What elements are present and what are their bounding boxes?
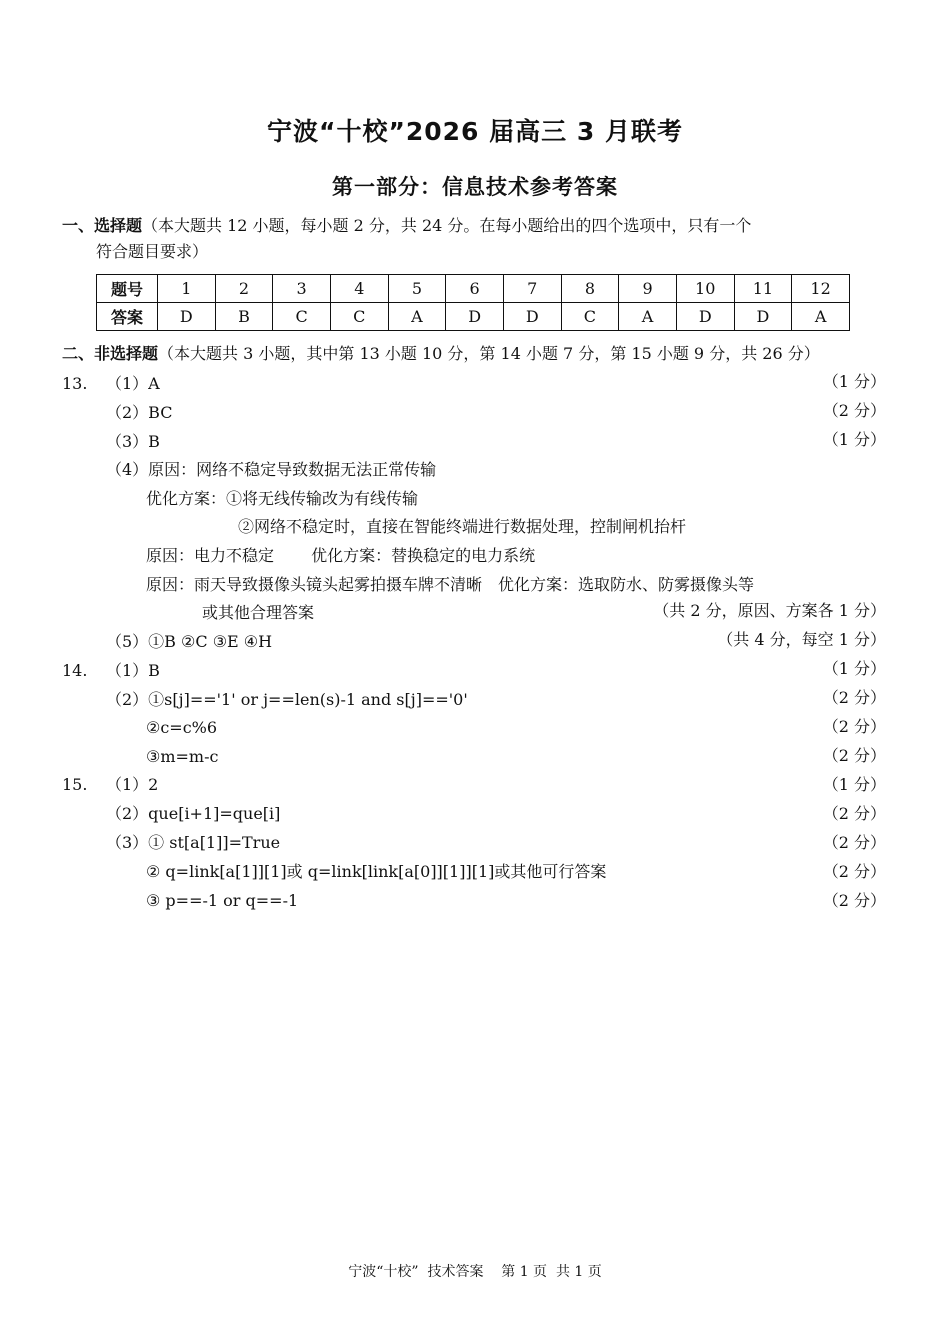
table-cell: 5 (388, 275, 446, 303)
q14-part2b-score: （2 分） (822, 717, 886, 736)
section1-description-cont: 符合题目要求） (96, 242, 209, 261)
table-cell: A (388, 303, 446, 331)
table-cell: 10 (676, 275, 734, 303)
table-row-answers (97, 303, 850, 331)
table-cell: C (561, 303, 619, 331)
document-title: 宁波“十校”2026 届高三 3 月联考 (267, 117, 683, 146)
section2-description: （本大题共 3 小题，其中第 13 小题 10 分，第 14 小题 7 分，第 15 小题 9 分，共 26 分） (158, 344, 820, 363)
q13-part4-plan1: 优化方案：①将无线传输改为有线传输 (146, 489, 419, 508)
table-cell: D (503, 303, 561, 331)
section1-heading (62, 213, 892, 265)
q15-part3b-score: （2 分） (822, 862, 886, 881)
q15-part2: （2）que[i+1]=que[i] (106, 804, 281, 823)
q15-part3c: ③ p==-1 or q==-1 (146, 891, 299, 910)
table-cell: 12 (792, 275, 850, 303)
question-15-number: 15. (62, 775, 88, 794)
page-footer: 宁波“十校” 技术答案 第 1 页 共 1 页 (348, 1264, 602, 1280)
table-cell: D (446, 303, 504, 331)
q15-part3a: （3）① st[a[1]]=True (106, 833, 281, 852)
q13-part4-score: （共 2 分，原因、方案各 1 分） (653, 601, 886, 620)
q14-part2c-score: （2 分） (822, 746, 886, 765)
table-cell: 2 (215, 275, 273, 303)
table-cell: D (676, 303, 734, 331)
table-cell: 4 (330, 275, 388, 303)
section2-heading (62, 341, 820, 367)
row-label-number: 题号 (97, 275, 158, 303)
q14-part2a-score: （2 分） (822, 688, 886, 707)
q15-part3c-score: （2 分） (822, 891, 886, 910)
table-cell: D (734, 303, 792, 331)
q13-part5: （5）①B ②C ③E ④H (106, 632, 273, 651)
q14-part1: （1）B (106, 661, 160, 680)
section1-description: （本大题共 12 小题，每小题 2 分，共 24 分。在每小题给出的四个选项中，只有一个 (142, 216, 752, 235)
q13-part4-alt3: 或其他合理答案 (202, 603, 315, 622)
table-cell: 6 (446, 275, 504, 303)
table-cell: A (792, 303, 850, 331)
table-cell: C (330, 303, 388, 331)
table-cell: D (158, 303, 216, 331)
table-cell: 7 (503, 275, 561, 303)
row-label-answer: 答案 (97, 303, 158, 331)
q13-part3: （3）B (106, 432, 160, 451)
q13-part4-alt2: 原因：雨天导致摄像头镜头起雾拍摄车牌不清晰 优化方案：选取防水、防雾摄像头等 (146, 575, 755, 594)
table-cell: A (619, 303, 677, 331)
choice-answer-table (96, 274, 850, 331)
q15-part3a-score: （2 分） (822, 833, 886, 852)
q13-part5-score: （共 4 分，每空 1 分） (717, 630, 886, 649)
q13-part2-score: （2 分） (822, 401, 886, 420)
table-cell: 3 (273, 275, 331, 303)
q15-part1: （1）2 (106, 775, 159, 794)
q13-part4-plan2: ②网络不稳定时，直接在智能终端进行数据处理，控制闸机抬杆 (238, 517, 687, 536)
q13-part2: （2）BC (106, 403, 173, 422)
section1-title: 一、选择题 (62, 216, 143, 235)
document-subtitle: 第一部分：信息技术参考答案 (332, 175, 618, 199)
question-13-number: 13. (62, 374, 88, 393)
q13-part1: （1）A (106, 374, 160, 393)
table-cell: B (215, 303, 273, 331)
table-cell: 11 (734, 275, 792, 303)
q13-part4-alt1: 原因：电力不稳定 优化方案：替换稳定的电力系统 (146, 546, 536, 565)
q15-part1-score: （1 分） (822, 775, 886, 794)
q15-part2-score: （2 分） (822, 804, 886, 823)
q14-part2a: （2）①s[j]=='1' or j==len(s)-1 and s[j]=='0' (106, 690, 468, 709)
table-cell: 1 (158, 275, 216, 303)
table-row-numbers (97, 275, 850, 303)
section2-title: 二、非选择题 (62, 344, 159, 363)
table-cell: C (273, 303, 331, 331)
q13-part3-score: （1 分） (822, 430, 886, 449)
q14-part1-score: （1 分） (822, 659, 886, 678)
q13-part4-reason: （4）原因：网络不稳定导致数据无法正常传输 (106, 460, 437, 479)
q14-part2c: ③m=m-c (146, 747, 219, 766)
table-cell: 9 (619, 275, 677, 303)
q13-part1-score: （1 分） (822, 372, 886, 391)
q14-part2b: ②c=c%6 (146, 718, 218, 737)
q15-part3b: ② q=link[a[1]][1]或 q=link[link[a[0]][1]][1]或其他可行答案 (146, 862, 607, 881)
question-14-number: 14. (62, 661, 88, 680)
table-cell: 8 (561, 275, 619, 303)
